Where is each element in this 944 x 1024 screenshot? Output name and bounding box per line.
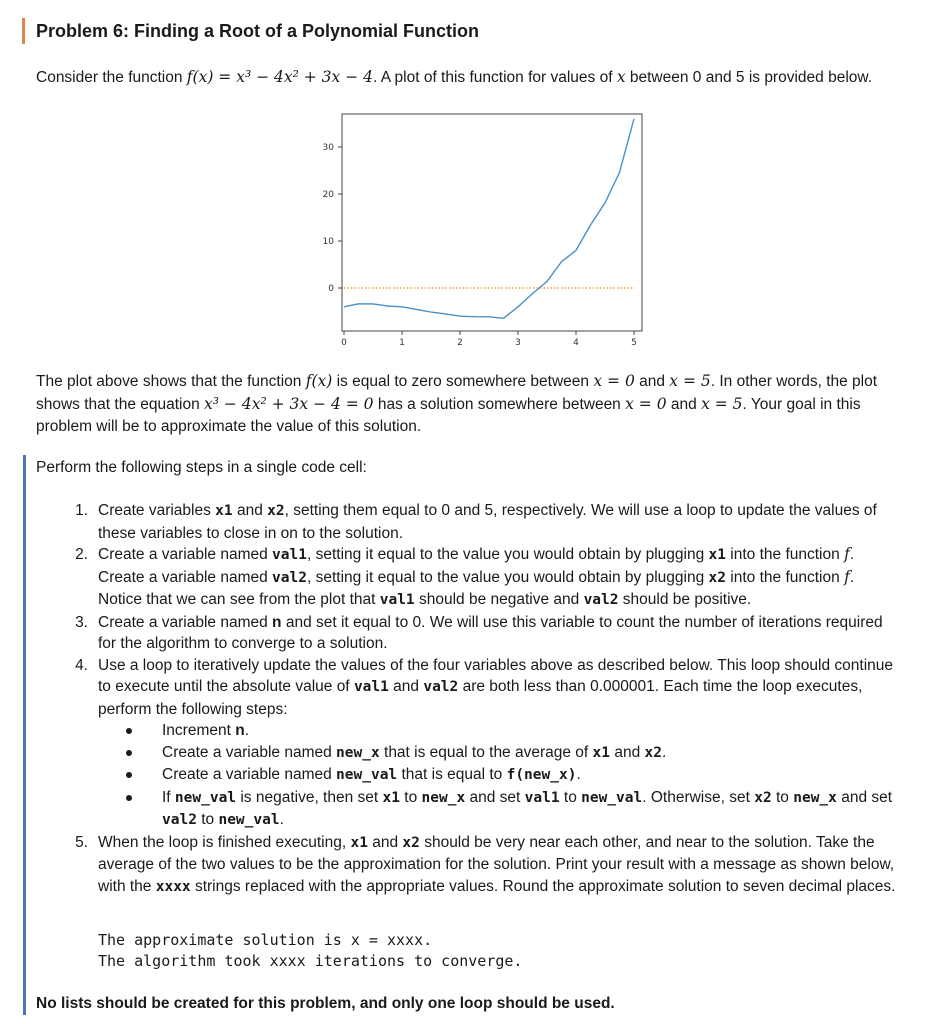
x-tick-label: 5 [631, 338, 637, 345]
step-4: 4. Use a loop to iteratively update the values of the four variables above as described below. This loop should continue to execute until the absolute value of val1 and val2 are both less than 0.000001. Each time the loop executes, perform the following steps: Increment n. Create a variable named new_x that is equal to the average of x1 and x2. Create a variable named new_val that is equal to f(new_x). If new_val is negative, then set x1 to new_x and set val1 to new_val. Otherwise, set x2 to new_x and set val2 to new_val. [98, 655, 898, 832]
steps-intro: Perform the following steps in a single code cell: [36, 459, 367, 476]
final-note: No lists should be created for this problem, and only one loop should be used. [36, 995, 615, 1012]
code-line-1: The approximate solution is x = xxxx. [98, 931, 433, 949]
expected-output-code [98, 930, 522, 972]
y-tick-label: 30 [322, 143, 334, 153]
steps-list [75, 500, 898, 898]
substep-update: If new_val is negative, then set x1 to new_x and set val1 to new_val. Otherwise, set x2 to new_x and set val2 to new_val. [162, 787, 898, 832]
x-tick-label: 2 [457, 338, 463, 345]
step-1: 1. Create variables x1 and x2, setting them equal to 0 and 5, respectively. We will use a loop to update the values of these variables to close in on to the solution. [75, 502, 877, 542]
step-2: 2. Create a variable named val1, setting it equal to the value you would obtain by plugging x1 into the function f. Create a variable named val2, setting it equal to the value you would obtain by plugging x2 into the function f. Notice that we can see from the plot that val1 should be negative and val2 should be positive. [75, 545, 855, 608]
explanation-paragraph: The plot above shows that the function f(x) is equal to zero somewhere between x = 0 and x = 5. In other words, the plot shows that the equation x³ − 4x² + 3x − 4 = 0 has a solution somewhere between x = 0 and x = 5. Your goal in this problem will be to approximate the value of this solution. [36, 372, 878, 435]
x-tick-label: 3 [515, 338, 521, 345]
substep-increment: Increment n. [162, 720, 898, 742]
code-line-2: The algorithm took xxxx iterations to converge. [98, 952, 523, 970]
function-plot [300, 110, 660, 345]
section-accent-bar [23, 455, 26, 1015]
y-tick-label: 0 [328, 284, 334, 294]
problem-heading: Problem 6: Finding a Root of a Polynomial Function [22, 18, 479, 44]
step-5: 5. When the loop is finished executing, x1 and x2 should be very near each other, and near to the solution. Take the average of the two values to be the approximation for the solution. Print your result with a message as shown below, with the xxxx strings replaced with the appropriate values. Round the approximate solution to seven decimal places. [75, 833, 896, 895]
step-3: 3. Create a variable named n and set it equal to 0. We will use this variable to count the number of iterations required for the algorithm to converge to a solution. [75, 613, 883, 652]
y-tick-label: 20 [322, 190, 334, 200]
intro-text: Consider the function f(x) = x³ − 4x² + 3x − 4. A plot of this function for values of x between 0 and 5 is provided below. [36, 68, 873, 86]
x-tick-label: 0 [341, 338, 347, 345]
substep-new-val: Create a variable named new_val that is equal to f(new_x). [162, 764, 898, 787]
x-tick-label: 4 [573, 338, 579, 345]
x-tick-label: 1 [399, 338, 405, 345]
plot-frame [342, 114, 642, 331]
loop-substeps [98, 720, 898, 832]
substep-new-x: Create a variable named new_x that is equal to the average of x1 and x2. [162, 742, 898, 765]
y-tick-label: 10 [322, 237, 334, 247]
